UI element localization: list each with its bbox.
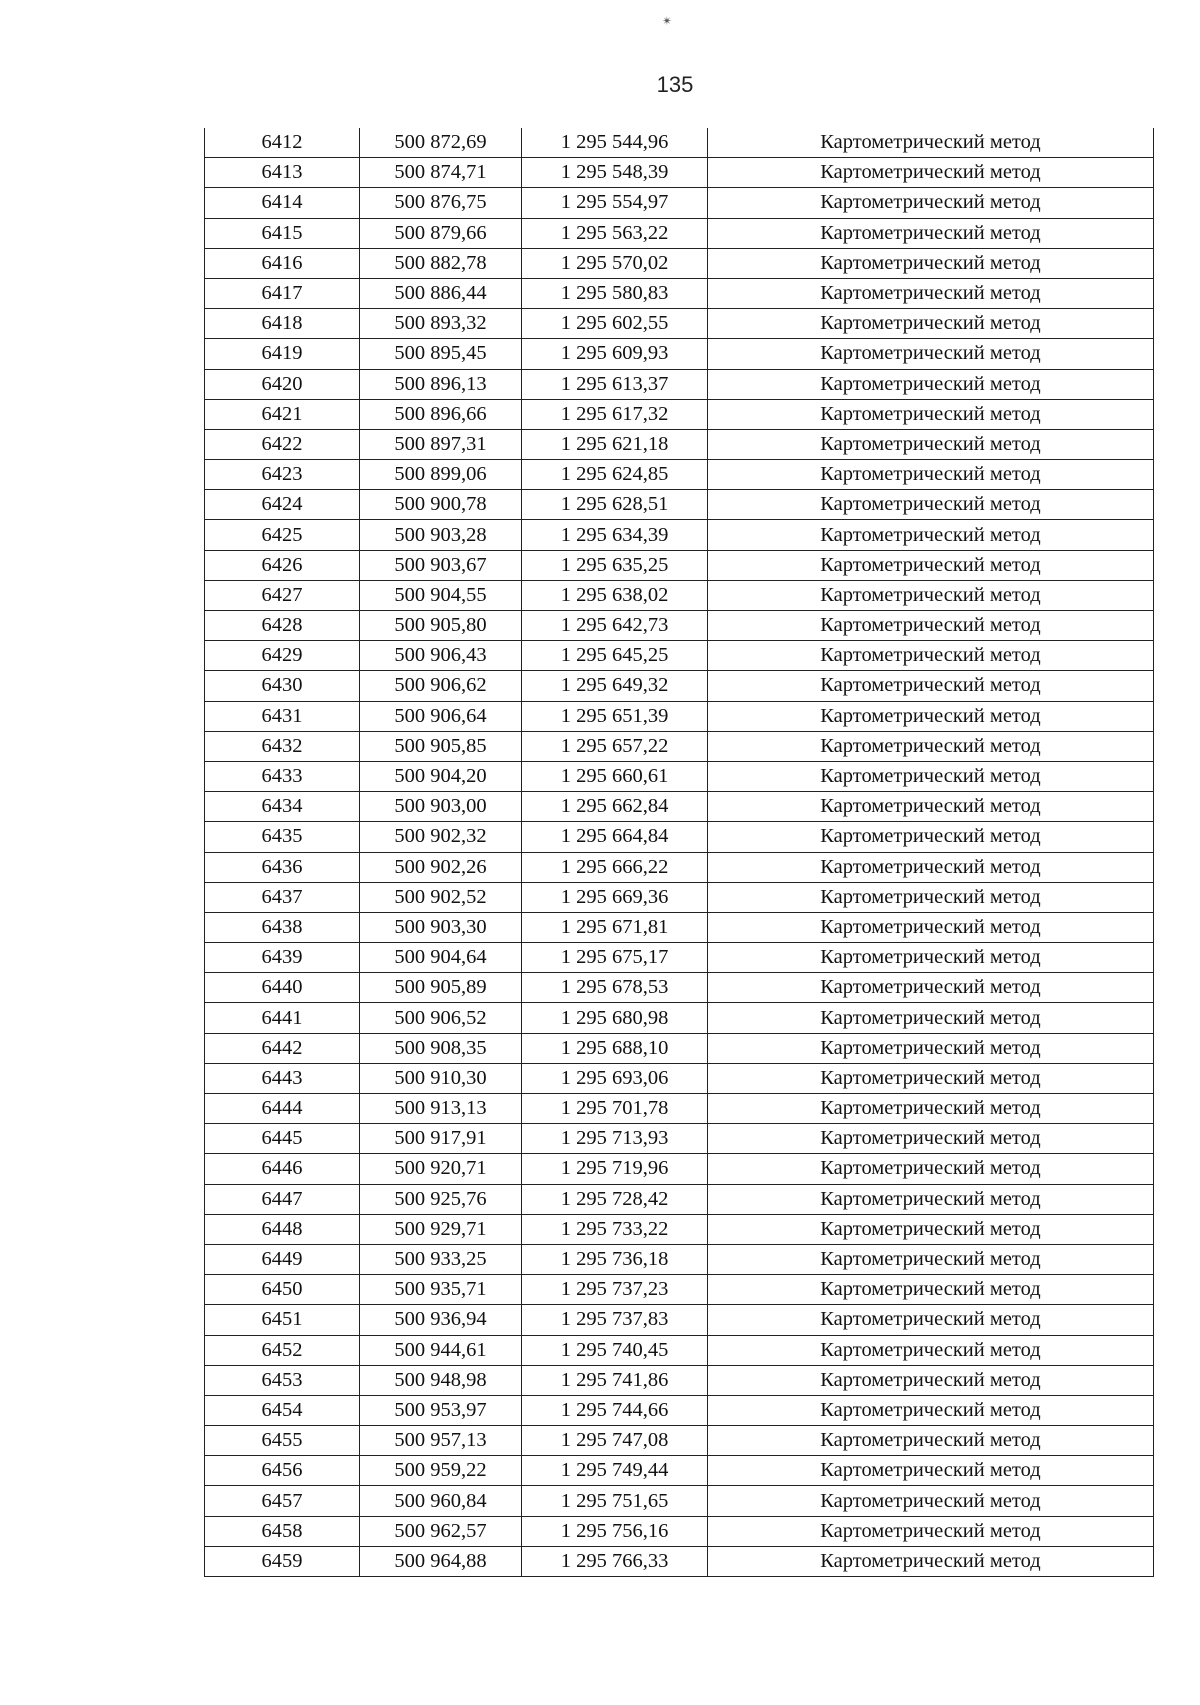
x-coordinate-cell: 500 897,31 [360, 429, 522, 459]
table-row [205, 1063, 1154, 1093]
method-cell: Картометрический метод [708, 611, 1154, 641]
y-coordinate-cell: 1 295 602,55 [522, 309, 708, 339]
y-coordinate-cell: 1 295 554,97 [522, 188, 708, 218]
table-row [205, 1275, 1154, 1305]
x-coordinate-cell: 500 904,64 [360, 943, 522, 973]
method-cell: Картометрический метод [708, 1275, 1154, 1305]
table-row [205, 1003, 1154, 1033]
y-coordinate-cell: 1 295 736,18 [522, 1244, 708, 1274]
y-coordinate-cell: 1 295 675,17 [522, 943, 708, 973]
table-row [205, 1214, 1154, 1244]
point-number-cell: 6440 [205, 973, 360, 1003]
point-number-cell: 6441 [205, 1003, 360, 1033]
x-coordinate-cell: 500 959,22 [360, 1456, 522, 1486]
x-coordinate-cell: 500 929,71 [360, 1214, 522, 1244]
point-number-cell: 6417 [205, 278, 360, 308]
y-coordinate-cell: 1 295 666,22 [522, 852, 708, 882]
method-cell: Картометрический метод [708, 822, 1154, 852]
y-coordinate-cell: 1 295 678,53 [522, 973, 708, 1003]
x-coordinate-cell: 500 879,66 [360, 218, 522, 248]
y-coordinate-cell: 1 295 662,84 [522, 792, 708, 822]
method-cell: Картометрический метод [708, 671, 1154, 701]
method-cell: Картометрический метод [708, 158, 1154, 188]
x-coordinate-cell: 500 917,91 [360, 1124, 522, 1154]
y-coordinate-cell: 1 295 728,42 [522, 1184, 708, 1214]
y-coordinate-cell: 1 295 680,98 [522, 1003, 708, 1033]
method-cell: Картометрический метод [708, 1214, 1154, 1244]
table-row [205, 580, 1154, 610]
y-coordinate-cell: 1 295 613,37 [522, 369, 708, 399]
point-number-cell: 6428 [205, 611, 360, 641]
table-row [205, 278, 1154, 308]
method-cell: Картометрический метод [708, 1003, 1154, 1033]
point-number-cell: 6420 [205, 369, 360, 399]
method-cell: Картометрический метод [708, 1365, 1154, 1395]
table-row [205, 731, 1154, 761]
x-coordinate-cell: 500 899,06 [360, 460, 522, 490]
y-coordinate-cell: 1 295 635,25 [522, 550, 708, 580]
method-cell: Картометрический метод [708, 701, 1154, 731]
x-coordinate-cell: 500 900,78 [360, 490, 522, 520]
point-number-cell: 6422 [205, 429, 360, 459]
method-cell: Картометрический метод [708, 1124, 1154, 1154]
x-coordinate-cell: 500 906,43 [360, 641, 522, 671]
point-number-cell: 6433 [205, 761, 360, 791]
method-cell: Картометрический метод [708, 218, 1154, 248]
y-coordinate-cell: 1 295 664,84 [522, 822, 708, 852]
point-number-cell: 6445 [205, 1124, 360, 1154]
x-coordinate-cell: 500 913,13 [360, 1094, 522, 1124]
point-number-cell: 6442 [205, 1033, 360, 1063]
point-number-cell: 6414 [205, 188, 360, 218]
method-cell: Картометрический метод [708, 188, 1154, 218]
table-row [205, 1365, 1154, 1395]
table-row [205, 912, 1154, 942]
point-number-cell: 6450 [205, 1275, 360, 1305]
x-coordinate-cell: 500 874,71 [360, 158, 522, 188]
table-row [205, 1154, 1154, 1184]
page-mark: ✴ [662, 14, 673, 28]
point-number-cell: 6427 [205, 580, 360, 610]
point-number-cell: 6424 [205, 490, 360, 520]
y-coordinate-cell: 1 295 544,96 [522, 128, 708, 158]
table-row [205, 1184, 1154, 1214]
table-row [205, 1124, 1154, 1154]
x-coordinate-cell: 500 876,75 [360, 188, 522, 218]
point-number-cell: 6455 [205, 1426, 360, 1456]
method-cell: Картометрический метод [708, 852, 1154, 882]
point-number-cell: 6456 [205, 1456, 360, 1486]
x-coordinate-cell: 500 944,61 [360, 1335, 522, 1365]
table-row [205, 611, 1154, 641]
table-body [205, 128, 1154, 1577]
table-row [205, 973, 1154, 1003]
y-coordinate-cell: 1 295 621,18 [522, 429, 708, 459]
method-cell: Картометрический метод [708, 339, 1154, 369]
point-number-cell: 6432 [205, 731, 360, 761]
x-coordinate-cell: 500 905,85 [360, 731, 522, 761]
method-cell: Картометрический метод [708, 1094, 1154, 1124]
x-coordinate-cell: 500 903,30 [360, 912, 522, 942]
method-cell: Картометрический метод [708, 550, 1154, 580]
x-coordinate-cell: 500 882,78 [360, 248, 522, 278]
y-coordinate-cell: 1 295 570,02 [522, 248, 708, 278]
x-coordinate-cell: 500 895,45 [360, 339, 522, 369]
table-row [205, 1244, 1154, 1274]
point-number-cell: 6454 [205, 1395, 360, 1425]
x-coordinate-cell: 500 936,94 [360, 1305, 522, 1335]
point-number-cell: 6457 [205, 1486, 360, 1516]
y-coordinate-cell: 1 295 660,61 [522, 761, 708, 791]
table-row [205, 641, 1154, 671]
method-cell: Картометрический метод [708, 399, 1154, 429]
x-coordinate-cell: 500 903,00 [360, 792, 522, 822]
x-coordinate-cell: 500 908,35 [360, 1033, 522, 1063]
y-coordinate-cell: 1 295 688,10 [522, 1033, 708, 1063]
table-row [205, 128, 1154, 158]
table-row [205, 1486, 1154, 1516]
point-number-cell: 6436 [205, 852, 360, 882]
y-coordinate-cell: 1 295 751,65 [522, 1486, 708, 1516]
method-cell: Картометрический метод [708, 1154, 1154, 1184]
x-coordinate-cell: 500 886,44 [360, 278, 522, 308]
x-coordinate-cell: 500 903,67 [360, 550, 522, 580]
point-number-cell: 6447 [205, 1184, 360, 1214]
x-coordinate-cell: 500 904,55 [360, 580, 522, 610]
x-coordinate-cell: 500 920,71 [360, 1154, 522, 1184]
point-number-cell: 6430 [205, 671, 360, 701]
method-cell: Картометрический метод [708, 882, 1154, 912]
method-cell: Картометрический метод [708, 490, 1154, 520]
table-row [205, 158, 1154, 188]
y-coordinate-cell: 1 295 693,06 [522, 1063, 708, 1093]
table-row [205, 852, 1154, 882]
x-coordinate-cell: 500 905,80 [360, 611, 522, 641]
point-number-cell: 6453 [205, 1365, 360, 1395]
point-number-cell: 6418 [205, 309, 360, 339]
method-cell: Картометрический метод [708, 1305, 1154, 1335]
y-coordinate-cell: 1 295 624,85 [522, 460, 708, 490]
y-coordinate-cell: 1 295 638,02 [522, 580, 708, 610]
y-coordinate-cell: 1 295 749,44 [522, 1456, 708, 1486]
point-number-cell: 6458 [205, 1516, 360, 1546]
table-row [205, 701, 1154, 731]
x-coordinate-cell: 500 896,13 [360, 369, 522, 399]
x-coordinate-cell: 500 902,32 [360, 822, 522, 852]
x-coordinate-cell: 500 962,57 [360, 1516, 522, 1546]
y-coordinate-cell: 1 295 737,83 [522, 1305, 708, 1335]
y-coordinate-cell: 1 295 737,23 [522, 1275, 708, 1305]
y-coordinate-cell: 1 295 563,22 [522, 218, 708, 248]
point-number-cell: 6431 [205, 701, 360, 731]
point-number-cell: 6451 [205, 1305, 360, 1335]
x-coordinate-cell: 500 893,32 [360, 309, 522, 339]
y-coordinate-cell: 1 295 642,73 [522, 611, 708, 641]
point-number-cell: 6423 [205, 460, 360, 490]
table-row [205, 1456, 1154, 1486]
point-number-cell: 6438 [205, 912, 360, 942]
table-row [205, 1033, 1154, 1063]
y-coordinate-cell: 1 295 733,22 [522, 1214, 708, 1244]
table-row [205, 248, 1154, 278]
method-cell: Картометрический метод [708, 1184, 1154, 1214]
point-number-cell: 6415 [205, 218, 360, 248]
y-coordinate-cell: 1 295 617,32 [522, 399, 708, 429]
method-cell: Картометрический метод [708, 792, 1154, 822]
table-row [205, 369, 1154, 399]
x-coordinate-cell: 500 960,84 [360, 1486, 522, 1516]
table-row [205, 1094, 1154, 1124]
y-coordinate-cell: 1 295 741,86 [522, 1365, 708, 1395]
method-cell: Картометрический метод [708, 278, 1154, 308]
method-cell: Картометрический метод [708, 1426, 1154, 1456]
table-row [205, 309, 1154, 339]
table-row [205, 792, 1154, 822]
method-cell: Картометрический метод [708, 369, 1154, 399]
y-coordinate-cell: 1 295 719,96 [522, 1154, 708, 1184]
y-coordinate-cell: 1 295 747,08 [522, 1426, 708, 1456]
y-coordinate-cell: 1 295 609,93 [522, 339, 708, 369]
x-coordinate-cell: 500 906,62 [360, 671, 522, 701]
table-row [205, 943, 1154, 973]
y-coordinate-cell: 1 295 671,81 [522, 912, 708, 942]
table-row [205, 1546, 1154, 1576]
table-row [205, 339, 1154, 369]
y-coordinate-cell: 1 295 649,32 [522, 671, 708, 701]
method-cell: Картометрический метод [708, 460, 1154, 490]
table-row [205, 882, 1154, 912]
method-cell: Картометрический метод [708, 912, 1154, 942]
point-number-cell: 6426 [205, 550, 360, 580]
point-number-cell: 6439 [205, 943, 360, 973]
x-coordinate-cell: 500 902,26 [360, 852, 522, 882]
y-coordinate-cell: 1 295 628,51 [522, 490, 708, 520]
x-coordinate-cell: 500 948,98 [360, 1365, 522, 1395]
table-row [205, 490, 1154, 520]
table-row [205, 429, 1154, 459]
method-cell: Картометрический метод [708, 731, 1154, 761]
point-number-cell: 6444 [205, 1094, 360, 1124]
method-cell: Картометрический метод [708, 580, 1154, 610]
x-coordinate-cell: 500 906,64 [360, 701, 522, 731]
y-coordinate-cell: 1 295 548,39 [522, 158, 708, 188]
y-coordinate-cell: 1 295 701,78 [522, 1094, 708, 1124]
table-row [205, 1516, 1154, 1546]
method-cell: Картометрический метод [708, 1486, 1154, 1516]
x-coordinate-cell: 500 964,88 [360, 1546, 522, 1576]
x-coordinate-cell: 500 896,66 [360, 399, 522, 429]
y-coordinate-cell: 1 295 669,36 [522, 882, 708, 912]
x-coordinate-cell: 500 910,30 [360, 1063, 522, 1093]
y-coordinate-cell: 1 295 651,39 [522, 701, 708, 731]
method-cell: Картометрический метод [708, 429, 1154, 459]
method-cell: Картометрический метод [708, 1244, 1154, 1274]
y-coordinate-cell: 1 295 634,39 [522, 520, 708, 550]
x-coordinate-cell: 500 872,69 [360, 128, 522, 158]
method-cell: Картометрический метод [708, 1456, 1154, 1486]
y-coordinate-cell: 1 295 740,45 [522, 1335, 708, 1365]
table-row [205, 1305, 1154, 1335]
y-coordinate-cell: 1 295 744,66 [522, 1395, 708, 1425]
method-cell: Картометрический метод [708, 1335, 1154, 1365]
method-cell: Картометрический метод [708, 1395, 1154, 1425]
y-coordinate-cell: 1 295 645,25 [522, 641, 708, 671]
x-coordinate-cell: 500 933,25 [360, 1244, 522, 1274]
x-coordinate-cell: 500 935,71 [360, 1275, 522, 1305]
table-row [205, 761, 1154, 791]
point-number-cell: 6421 [205, 399, 360, 429]
point-number-cell: 6437 [205, 882, 360, 912]
method-cell: Картометрический метод [708, 973, 1154, 1003]
table-row [205, 550, 1154, 580]
point-number-cell: 6446 [205, 1154, 360, 1184]
point-number-cell: 6429 [205, 641, 360, 671]
y-coordinate-cell: 1 295 580,83 [522, 278, 708, 308]
point-number-cell: 6449 [205, 1244, 360, 1274]
point-number-cell: 6425 [205, 520, 360, 550]
table-row [205, 1335, 1154, 1365]
point-number-cell: 6459 [205, 1546, 360, 1576]
page-number: 135 [656, 72, 694, 97]
y-coordinate-cell: 1 295 713,93 [522, 1124, 708, 1154]
method-cell: Картометрический метод [708, 309, 1154, 339]
point-number-cell: 6448 [205, 1214, 360, 1244]
table-row [205, 520, 1154, 550]
x-coordinate-cell: 500 957,13 [360, 1426, 522, 1456]
y-coordinate-cell: 1 295 766,33 [522, 1546, 708, 1576]
y-coordinate-cell: 1 295 756,16 [522, 1516, 708, 1546]
table-row [205, 460, 1154, 490]
table-row [205, 188, 1154, 218]
x-coordinate-cell: 500 906,52 [360, 1003, 522, 1033]
table-row [205, 1395, 1154, 1425]
method-cell: Картометрический метод [708, 641, 1154, 671]
method-cell: Картометрический метод [708, 943, 1154, 973]
point-number-cell: 6452 [205, 1335, 360, 1365]
point-number-cell: 6419 [205, 339, 360, 369]
y-coordinate-cell: 1 295 657,22 [522, 731, 708, 761]
method-cell: Картометрический метод [708, 520, 1154, 550]
point-number-cell: 6443 [205, 1063, 360, 1093]
point-number-cell: 6412 [205, 128, 360, 158]
x-coordinate-cell: 500 953,97 [360, 1395, 522, 1425]
method-cell: Картометрический метод [708, 248, 1154, 278]
x-coordinate-cell: 500 903,28 [360, 520, 522, 550]
table-row [205, 399, 1154, 429]
method-cell: Картометрический метод [708, 1546, 1154, 1576]
x-coordinate-cell: 500 925,76 [360, 1184, 522, 1214]
method-cell: Картометрический метод [708, 761, 1154, 791]
point-number-cell: 6434 [205, 792, 360, 822]
method-cell: Картометрический метод [708, 1063, 1154, 1093]
point-number-cell: 6413 [205, 158, 360, 188]
table-row [205, 671, 1154, 701]
coordinates-table [204, 128, 1154, 1577]
method-cell: Картометрический метод [708, 1033, 1154, 1063]
point-number-cell: 6416 [205, 248, 360, 278]
table-row [205, 218, 1154, 248]
point-number-cell: 6435 [205, 822, 360, 852]
table-row [205, 822, 1154, 852]
method-cell: Картометрический метод [708, 1516, 1154, 1546]
x-coordinate-cell: 500 904,20 [360, 761, 522, 791]
method-cell: Картометрический метод [708, 128, 1154, 158]
table-row [205, 1426, 1154, 1456]
x-coordinate-cell: 500 902,52 [360, 882, 522, 912]
x-coordinate-cell: 500 905,89 [360, 973, 522, 1003]
